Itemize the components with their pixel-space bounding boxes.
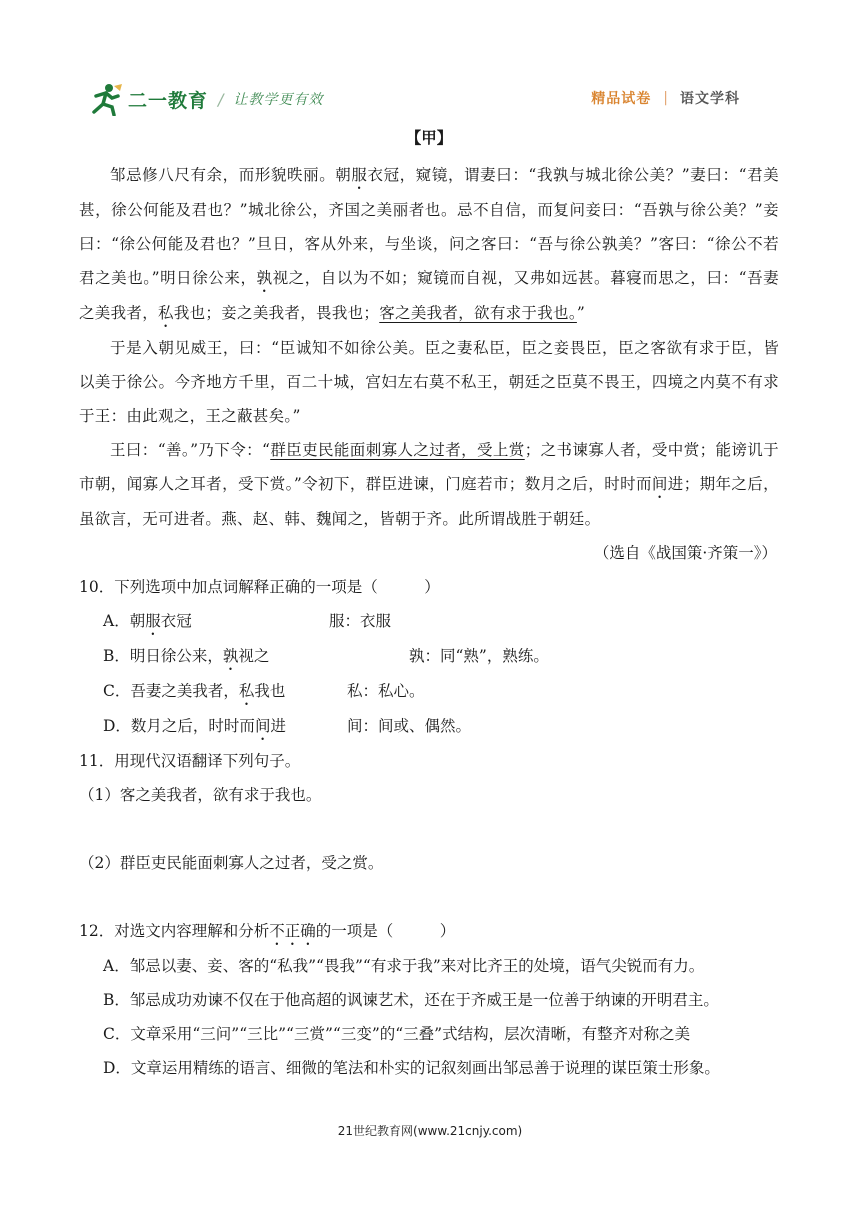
text-run: 衣冠，窥镜，谓妻曰：“我孰与城北徐公美？”妻曰：“君美甚，徐公何能及君也？”城北徐公，齐国之美丽者也。忌不自信，而复问妾曰：“吾孰与徐公美？”妾曰：“徐公何能及君也？”旦日，客从外来，与坐谈，问之客曰：“吾与徐公孰美？”客曰：“徐公不若君之美也。”明日徐公来， (79, 166, 779, 287)
dotted-word: 不正确 (269, 922, 316, 940)
brand-slogan: 让教学更有效 (233, 92, 324, 108)
header-tag-subject: 语文学科 (680, 91, 740, 107)
option-text: B．明日徐公来，孰视之 (103, 647, 270, 665)
text-run: 王曰：“善。”乃下令：“ (110, 441, 271, 459)
brand-name: 二一教育 (128, 89, 209, 112)
option-definition: 私：私心。 (347, 682, 425, 700)
question-11-item-1: （1）客之美我者，欲有求于我也。 (79, 786, 322, 804)
question-12-option-b: B．邹忌成功劝谏不仅在于他高超的讽谏艺术，还在于齐威王是一位善于纳谏的开明君主。 (103, 991, 719, 1009)
option-text: D．数月之后，时时而间进 (103, 717, 286, 735)
passage-paragraph-2: 于是入朝见威王，曰：“臣诚知不如徐公美。臣之妻私臣，臣之妾畏臣，臣之客欲有求于臣，皆以美于徐公。今齐地方千里，百二十城，宫妇左右莫不私王，朝廷之臣莫不畏王，四境之内莫不有求于王：由此观之，王之蔽甚矣。” (79, 339, 779, 425)
text-run: ；之书谏寡人者，受中赏；能谤讥于市朝，闻寡人之耳者，受下赏。”令初下，群臣进谏，门庭若市；数月之后，时时而 (79, 441, 779, 493)
option-definition: 间：间或、偶然。 (347, 717, 472, 735)
question-11-stem: 11．用现代汉语翻译下列句子。 (79, 752, 301, 770)
page-header (0, 0, 860, 125)
answer-space (79, 880, 779, 914)
passage-source: （选自《战国策·齐策一》） (593, 544, 777, 562)
passage-paragraph-1 (79, 158, 779, 331)
dotted-word: 服 (351, 166, 368, 184)
brand-separator: / (218, 89, 224, 109)
option-text: C．吾妻之美我者，私我也 (103, 682, 286, 700)
passage-paragraph-3 (79, 433, 779, 536)
page-footer: 21世纪教育网(www.21cnjy.com) (337, 1124, 523, 1138)
document-body (79, 128, 779, 1085)
running-figure-icon (88, 82, 124, 116)
underlined-sentence: 客之美我者，欲有求于我也。 (379, 304, 577, 322)
question-11-item-2: （2）群臣吏民能面刺寡人之过者，受之赏。 (79, 854, 384, 872)
dotted-word: 孰 (256, 269, 273, 287)
answer-space (79, 812, 779, 846)
header-subject (591, 88, 740, 108)
underlined-sentence: 群臣吏民能面刺寡人之过者，受上赏 (270, 441, 525, 459)
text-run: ” (576, 304, 586, 322)
text-run: 进；期年之后，虽欲言，无可进者。燕、赵、韩、魏闻之，皆朝于齐。此所谓战胜于朝廷。 (79, 475, 779, 528)
text-run: 视之，自以为不如；窥镜而自视，又弗如远甚。暮寝而思之，曰：“吾妻之美我者， (79, 269, 779, 322)
question-12-stem: 12．对选文内容理解和分析不正确的一项是（ ） (79, 922, 456, 940)
option-definition: 孰：同“熟”，熟练。 (409, 647, 549, 665)
dotted-word: 间 (651, 475, 668, 493)
text-run: 邹忌修八尺有余，而形貌昳丽。朝 (110, 166, 352, 184)
question-10-option-d (79, 709, 779, 744)
option-definition: 服：衣服 (329, 612, 392, 630)
question-12-option-c: C．文章采用“三问”“三比”“三赏”“三变”的“三叠”式结构，层次清晰，有整齐对称之美 (103, 1025, 691, 1043)
header-tag-quality: 精品试卷 (591, 91, 652, 107)
question-10-option-c (79, 674, 779, 709)
question-10-stem: 10．下列选项中加点词解释正确的一项是（ ） (79, 578, 440, 596)
logo (88, 82, 323, 116)
question-10-option-b (79, 639, 779, 674)
question-12-option-d: D．文章运用精练的语言、细微的笔法和朴实的记叙刻画出邹忌善于说理的谋臣策士形象。 (103, 1059, 720, 1077)
question-10-option-a (79, 604, 779, 639)
option-text: A．朝服衣冠 (103, 612, 192, 630)
text-run: 我也；妾之美我者，畏我也； (173, 304, 380, 322)
passage-title: 【甲】 (405, 128, 453, 147)
question-12-option-a: A．邹忌以妻、妾、客的“私我”“畏我”“有求于我”来对比齐王的处境，语气尖锐而有力。 (103, 957, 705, 975)
dotted-word: 私 (158, 304, 174, 322)
header-divider: | (663, 90, 668, 106)
